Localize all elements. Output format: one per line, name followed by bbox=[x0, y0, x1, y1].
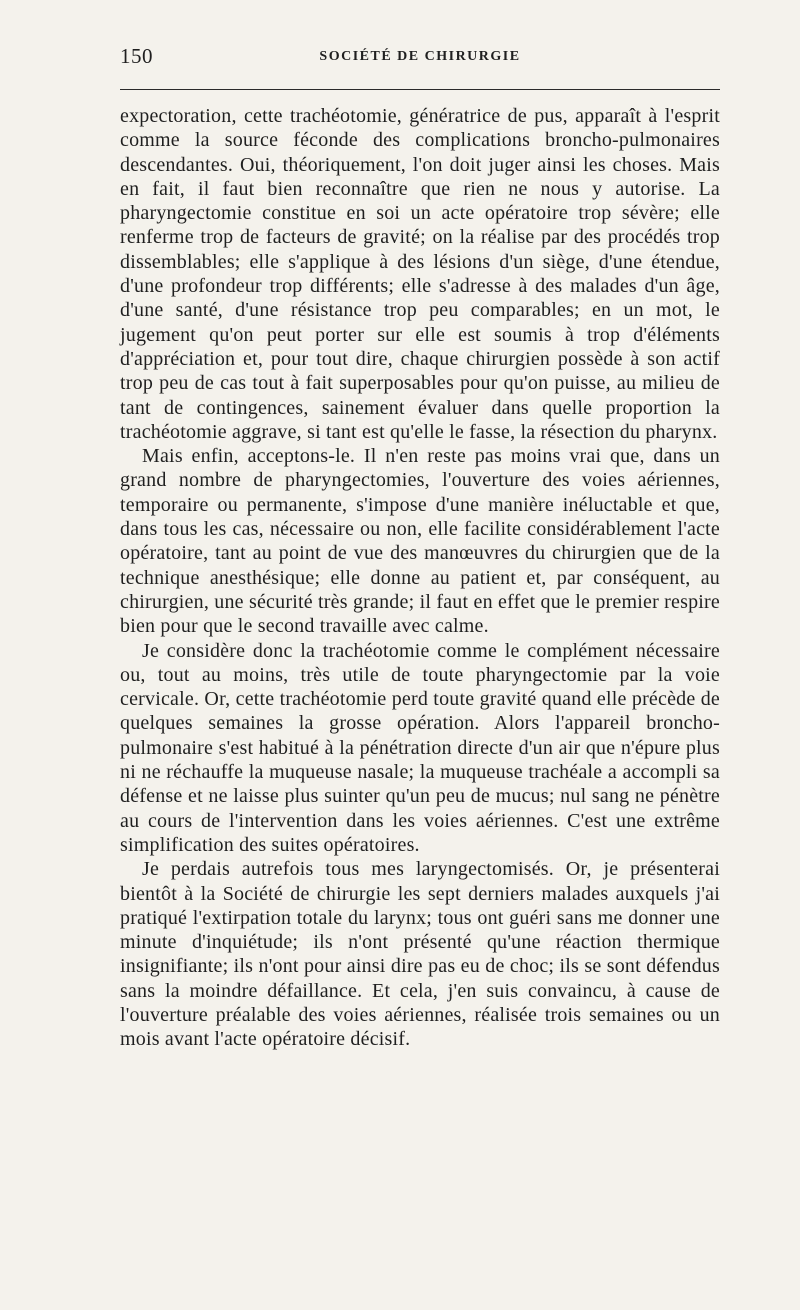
running-title: SOCIÉTÉ DE CHIRURGIE bbox=[319, 49, 521, 64]
paragraph-continued: expectoration, cette trachéotomie, génératrice de pus, apparaît à l'esprit comme la source féconde des complications broncho-pulmonaires descendantes. Oui, théoriquement, l'on doit juger ainsi les choses. Mais en fait, il faut bien reconnaître que rien ne nous y autorise. La pharyngectomie constitue en soi un acte opératoire trop sévère; elle renferme trop de facteurs de gravité; on la réalise par des procédés trop dissemblables; elle s'applique à des lésions d'un siège, d'une étendue, d'une profondeur trop différents; elle s'adresse à des malades d'un âge, d'une santé, d'une résistance trop peu comparables; en un mot, le jugement qu'on peut porter sur elle est soumis à trop d'éléments d'appréciation et, pour tout dire, chaque chirurgien possède à son actif trop peu de cas tout à fait superposables pour qu'on puisse, au milieu de tant de contingences, sainement évaluer dans quelle proportion la trachéotomie aggrave, si tant est qu'elle le fasse, la résection du pharynx. bbox=[120, 105, 720, 443]
header-rule bbox=[120, 89, 720, 90]
paragraph: Mais enfin, acceptons-le. Il n'en reste pas moins vrai que, dans un grand nombre de pharyngectomies, l'ouverture des voies aériennes, temporaire ou permanente, s'impose d'une manière inéluctable et que, dans tous les cas, nécessaire ou non, elle facilite considérablement l'acte opératoire, tant au point de vue des manœuvres du chirurgien que de la technique anesthésique; elle donne au patient et, par conséquent, au chirurgien, une sécurité très grande; il faut en effet que le premier respire bien pour que le second travaille avec calme. bbox=[120, 445, 720, 638]
running-head bbox=[120, 44, 720, 76]
page-number: 150 bbox=[120, 44, 153, 68]
paragraph: Je perdais autrefois tous mes laryngectomisés. Or, je présenterai bientôt à la Société de chirurgie les sept derniers malades auxquels j'ai pratiqué l'extirpation totale du larynx; tous ont guéri sans me donner une minute d'inquiétude; ils n'ont présenté qu'une réaction thermique insignifiante; ils n'ont pour ainsi dire pas eu de choc; ils se sont défendus sans la moindre défaillance. Et cela, j'en suis convaincu, à cause de l'ouverture préalable des voies aériennes, réalisée trois semaines ou un mois avant l'acte opératoire décisif. bbox=[120, 858, 720, 1051]
paragraph: Je considère donc la trachéotomie comme le complément nécessaire ou, tout au moins, très utile de toute pharyngectomie par la voie cervicale. Or, cette trachéotomie perd toute gravité quand elle précède de quelques semaines la grosse opération. Alors l'appareil broncho-pulmonaire s'est habitué à la pénétration directe d'un air que n'épure plus ni ne réchauffe la muqueuse nasale; la muqueuse trachéale a accompli sa défense et ne laisse plus suinter qu'un peu de mucus; nul sang ne pénètre au cours de l'intervention dans les voies aériennes. C'est une extrême simplification des suites opératoires. bbox=[120, 639, 720, 856]
body-text bbox=[120, 104, 720, 1052]
